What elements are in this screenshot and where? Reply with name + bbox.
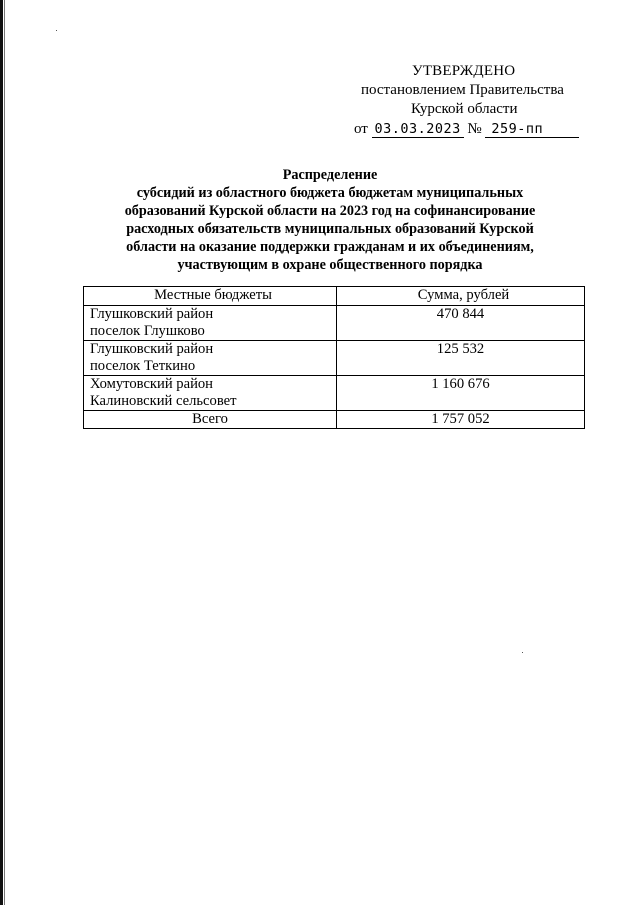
amount-cell: 125 532 [337, 341, 585, 376]
budget-cell [84, 306, 337, 341]
approval-heading: УТВЕРЖДЕНО [412, 63, 516, 79]
approval-date-number-line [350, 120, 580, 139]
locality-name: Калиновский сельсовет [90, 393, 237, 409]
total-label: Всего [84, 411, 337, 429]
scan-border-left-inner [4, 0, 5, 905]
decree-date: 03.03.2023 [372, 122, 464, 138]
total-amount: 1 757 052 [337, 411, 585, 429]
table-row [84, 376, 585, 411]
table-header-row [84, 287, 585, 306]
scan-speck [56, 30, 57, 31]
date-prefix: от [354, 121, 368, 137]
scan-speck [522, 652, 523, 653]
approval-region-line: Курской области [411, 101, 518, 117]
decree-number: 259-пп [485, 122, 579, 138]
approval-stamp [350, 62, 580, 139]
region-name: Хомутовский район [90, 376, 213, 392]
budget-cell [84, 376, 337, 411]
header-local-budgets: Местные бюджеты [84, 287, 337, 306]
document-title [60, 166, 600, 274]
region-name: Глушковский район [90, 341, 214, 357]
approval-decree-line: постановлением Правительства [361, 82, 564, 98]
locality-name: поселок Глушково [90, 323, 205, 339]
amount-cell: 470 844 [337, 306, 585, 341]
budget-cell [84, 341, 337, 376]
title-line: расходных обязательств муниципальных образований Курской [126, 221, 534, 237]
header-amount: Сумма, рублей [337, 287, 585, 306]
table-row [84, 306, 585, 341]
title-line: субсидий из областного бюджета бюджетам муниципальных [136, 185, 524, 201]
table-total-row [84, 411, 585, 429]
locality-name: поселок Теткино [90, 358, 196, 374]
title-line: области на оказание поддержки гражданам и их объединениям, [126, 239, 534, 255]
number-prefix: № [467, 121, 482, 137]
scan-border-left [0, 0, 3, 905]
title-line: участвующим в охране общественного порядка [177, 257, 483, 273]
amount-cell: 1 160 676 [337, 376, 585, 411]
table-row [84, 341, 585, 376]
title-line: Распределение [282, 167, 378, 183]
region-name: Глушковский район [90, 306, 214, 322]
distribution-table [83, 286, 585, 429]
title-line: образований Курской области на 2023 год на софинансирование [124, 203, 536, 219]
